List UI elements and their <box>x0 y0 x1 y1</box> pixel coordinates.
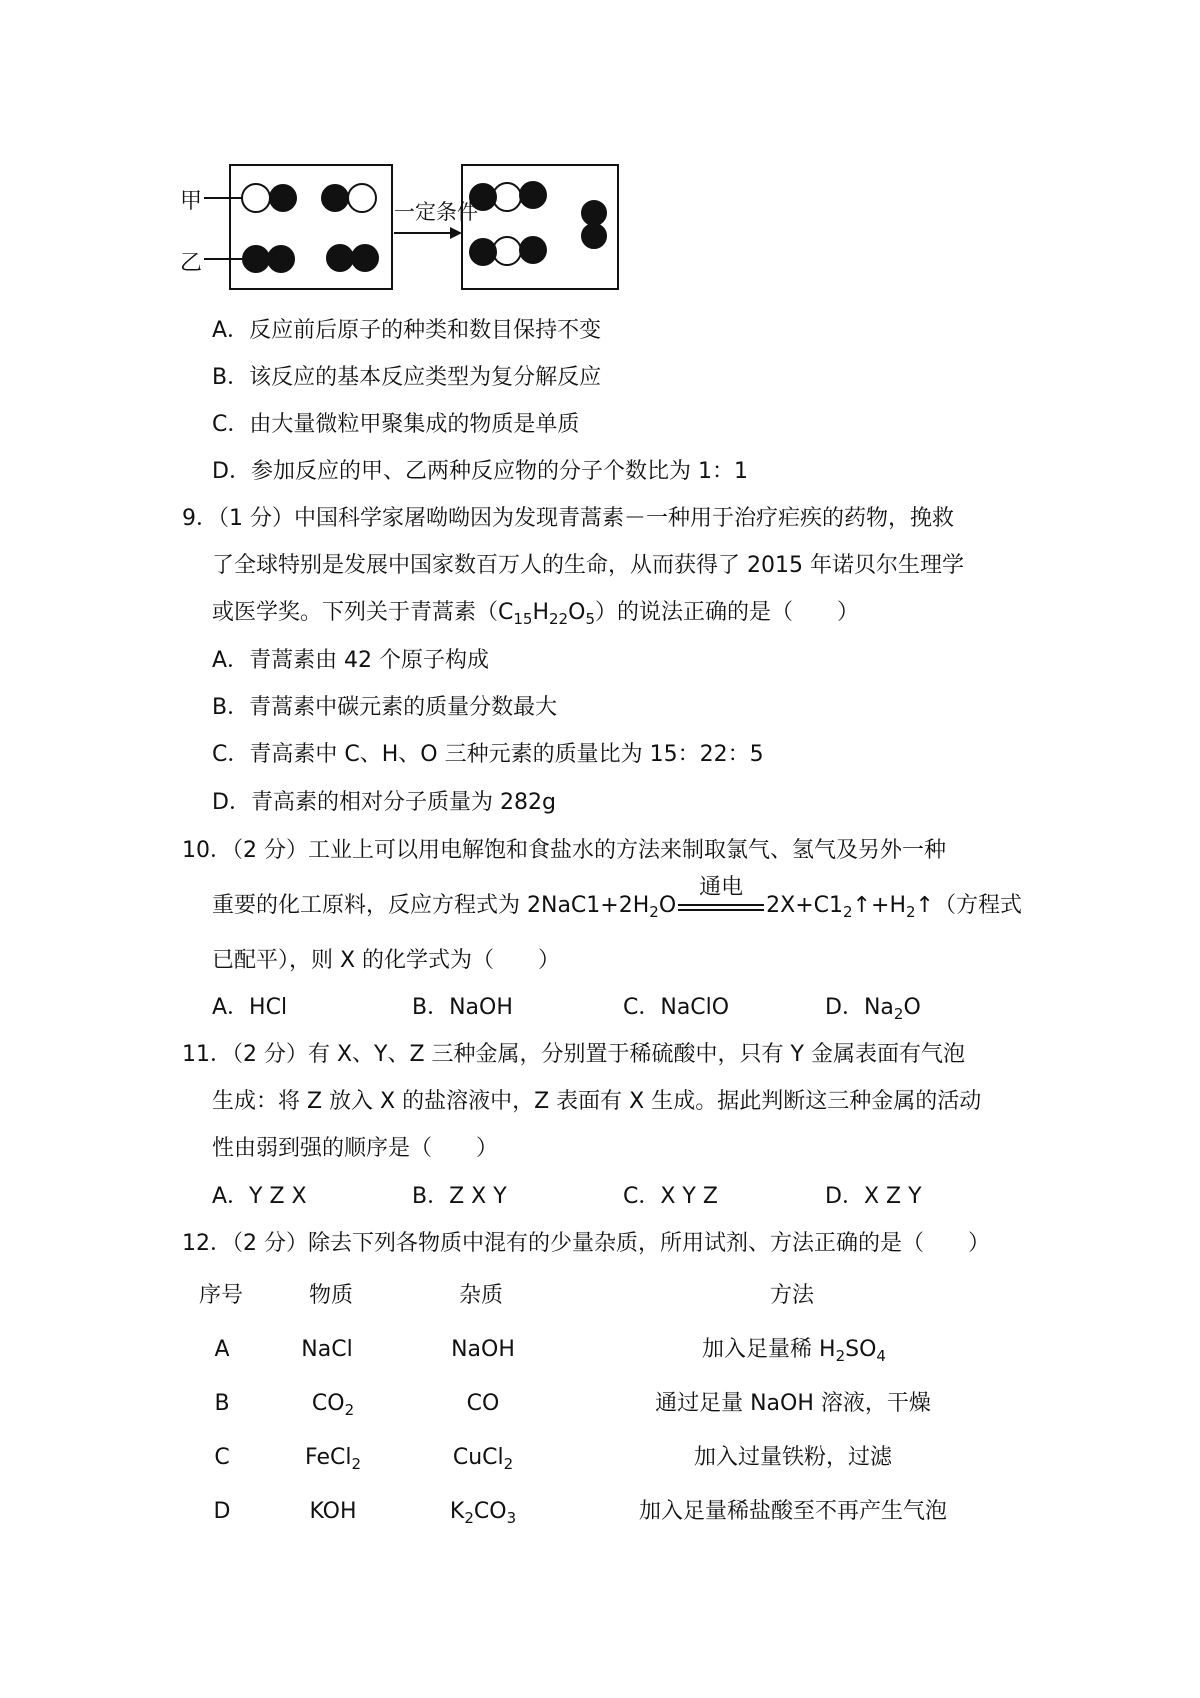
option-text: 反应前后原子的种类和数目保持不变 <box>249 318 602 343</box>
option-letter: B． <box>212 695 250 720</box>
option-text: 由大量微粒甲聚集成的物质是单质 <box>249 412 580 437</box>
cell-seq: A <box>214 1337 230 1362</box>
subscript: 2 <box>649 903 659 921</box>
product-molecule <box>470 237 546 265</box>
q8-option-d <box>212 457 748 487</box>
option-text: 青高素中 C、H、O 三种元素的质量比为 15：22：5 <box>249 742 764 767</box>
text-span: O <box>903 995 921 1020</box>
question-text: （2 分）除去下列各物质中混有的少量杂质，所用试剂、方法正确的是（ ） <box>232 1231 990 1256</box>
cell-method: 加入过量铁粉，过滤 <box>693 1445 893 1470</box>
q11-line-1 <box>182 1040 965 1070</box>
option-text: 青蒿素中碳元素的质量分数最大 <box>249 695 558 720</box>
q8-option-a <box>212 316 601 346</box>
question-number: 9． <box>182 506 218 531</box>
yi-molecule <box>327 245 378 271</box>
question-number: 11． <box>182 1042 232 1067</box>
q9-option-b <box>212 693 557 723</box>
option-letter: A． <box>212 648 250 673</box>
text-span: 重要的化工原料，反应方程式为 <box>212 893 527 918</box>
subscript: 2 <box>906 903 916 921</box>
cell-seq: C <box>214 1445 230 1470</box>
cell-substance: KOH <box>309 1499 357 1524</box>
text-span: ）的说法正确的是（ ） <box>594 600 859 625</box>
q8-option-b <box>212 363 601 393</box>
reaction-arrow-head <box>450 227 462 239</box>
subscript: 2 <box>464 1509 474 1527</box>
product-molecule-vertical <box>582 201 606 248</box>
q11-option-c: C．X Y Z <box>623 1184 718 1209</box>
option-letter: D． <box>212 790 251 815</box>
cell-substance: NaCl <box>301 1337 353 1362</box>
equation-part: ↑（方程式 <box>915 893 1022 918</box>
text-span: CuCl <box>452 1445 504 1470</box>
q9-line-1 <box>182 504 954 534</box>
option-letter: D． <box>212 459 251 484</box>
subscript: 2 <box>893 1005 904 1023</box>
text-span: CO <box>311 1391 345 1416</box>
question-number: 10． <box>182 838 232 863</box>
option-text: 青高素的相对分子质量为 282g <box>250 790 556 815</box>
cell-method: 加入足量稀盐酸至不再产生气泡 <box>638 1499 948 1524</box>
q9-line-3 <box>212 598 859 628</box>
question-text: （2 分）工业上可以用电解饱和食盐水的方法来制取氯气、氢气及另外一种 <box>232 838 946 863</box>
diagram-label-yi: 乙 <box>180 251 203 276</box>
q9-option-d <box>212 788 556 818</box>
q11-line-3: 性由弱到强的顺序是（ ） <box>212 1136 499 1161</box>
cell-impurity <box>450 1497 516 1527</box>
text-span: CO <box>473 1499 507 1524</box>
question-text: （1 分）中国科学家屠呦呦因为发现青蒿素－一种用于治疗疟疾的药物，挽救 <box>218 506 954 531</box>
text-span: K <box>449 1499 465 1524</box>
cell-impurity: NaOH <box>451 1337 515 1362</box>
question-text: （2 分）有 X、Y、Z 三种金属，分别置于稀硫酸中，只有 Y 金属表面有气泡 <box>232 1042 965 1067</box>
text-span: 加入足量稀 H <box>702 1337 836 1362</box>
jia-molecule <box>242 184 296 212</box>
cell-seq: B <box>214 1391 230 1416</box>
equation-part: 2NaC1+2H <box>527 893 650 918</box>
q11-line-2: 生成：将 Z 放入 X 的盐溶液中，Z 表面有 X 生成。据此判断这三种金属的活动 <box>212 1089 982 1114</box>
equation-part: ↑+H <box>852 893 906 918</box>
subscript: 3 <box>506 1509 517 1527</box>
cell-substance <box>305 1443 361 1473</box>
cell-seq: D <box>213 1499 231 1524</box>
equals-bar <box>678 909 764 911</box>
equation-part: O <box>658 893 677 918</box>
subscript: 2 <box>835 1347 846 1365</box>
table-header-seq: 序号 <box>198 1283 244 1308</box>
q10-option-d <box>825 993 921 1023</box>
cell-substance <box>312 1389 354 1419</box>
product-molecule <box>470 182 546 211</box>
subscript: 15 <box>513 610 533 628</box>
text-span: 或医学奖。下列关于青蒿素（C <box>212 600 514 625</box>
option-text: 该反应的基本反应类型为复分解反应 <box>249 365 602 390</box>
diagram-arrow-label: 一定条件 <box>394 200 478 224</box>
subscript: 2 <box>351 1455 362 1473</box>
text-span: SO <box>845 1337 877 1362</box>
cell-impurity <box>453 1443 513 1473</box>
q10-line-2 <box>212 875 1022 921</box>
equation-condition-arrow <box>678 875 764 921</box>
table-header-method: 方法 <box>769 1283 815 1308</box>
q9-option-a <box>212 646 489 676</box>
q12-line-1 <box>182 1229 990 1259</box>
equation-part: 2X+C1 <box>766 893 844 918</box>
q9-option-c <box>212 740 764 770</box>
equals-bar <box>678 904 764 906</box>
option-text: 青蒿素由 42 个原子构成 <box>249 648 490 673</box>
subscript: 2 <box>344 1401 355 1419</box>
subscript: 22 <box>549 610 569 628</box>
q11-option-a: A．Y Z X <box>212 1184 307 1209</box>
option-letter: A． <box>212 318 250 343</box>
q10-option-c: C．NaClO <box>623 995 730 1020</box>
table-header-substance: 物质 <box>308 1283 354 1308</box>
option-letter: C． <box>212 412 250 437</box>
subscript: 2 <box>503 1455 514 1473</box>
cell-method <box>702 1335 886 1365</box>
option-text: 参加反应的甲、乙两种反应物的分子个数比为 1：1 <box>250 459 748 484</box>
text-span: H <box>532 600 550 625</box>
q10-option-b: B．NaOH <box>412 995 513 1020</box>
option-letter: B． <box>212 365 250 390</box>
option-letter: C． <box>212 742 250 767</box>
text-span: FeCl <box>304 1445 352 1470</box>
question-number: 12． <box>182 1231 232 1256</box>
q10-line-1 <box>182 836 946 866</box>
q8-option-c <box>212 410 579 440</box>
diagram-label-jia: 甲 <box>180 189 203 214</box>
text-span: O <box>568 600 586 625</box>
q10-option-a: A．HCl <box>212 995 288 1020</box>
q11-option-d: D．X Z Y <box>825 1184 922 1209</box>
subscript: 4 <box>876 1347 886 1365</box>
cell-impurity: CO <box>466 1391 500 1416</box>
table-header-impurity: 杂质 <box>458 1283 504 1308</box>
jia-molecule <box>322 184 376 212</box>
yi-molecule <box>243 246 294 272</box>
cell-method: 通过足量 NaOH 溶液，干燥 <box>655 1391 931 1416</box>
equation-condition: 通电 <box>699 875 744 900</box>
text-span: D．Na <box>825 995 894 1020</box>
q10-line-3: 已配平），则 X 的化学式为（ ） <box>212 948 561 973</box>
subscript: 5 <box>585 610 595 628</box>
subscript: 2 <box>843 903 853 921</box>
q9-line-2: 了全球特别是发展中国家数百万人的生命，从而获得了 2015 年诺贝尔生理学 <box>212 553 964 578</box>
q11-option-b: B．Z X Y <box>412 1184 507 1209</box>
